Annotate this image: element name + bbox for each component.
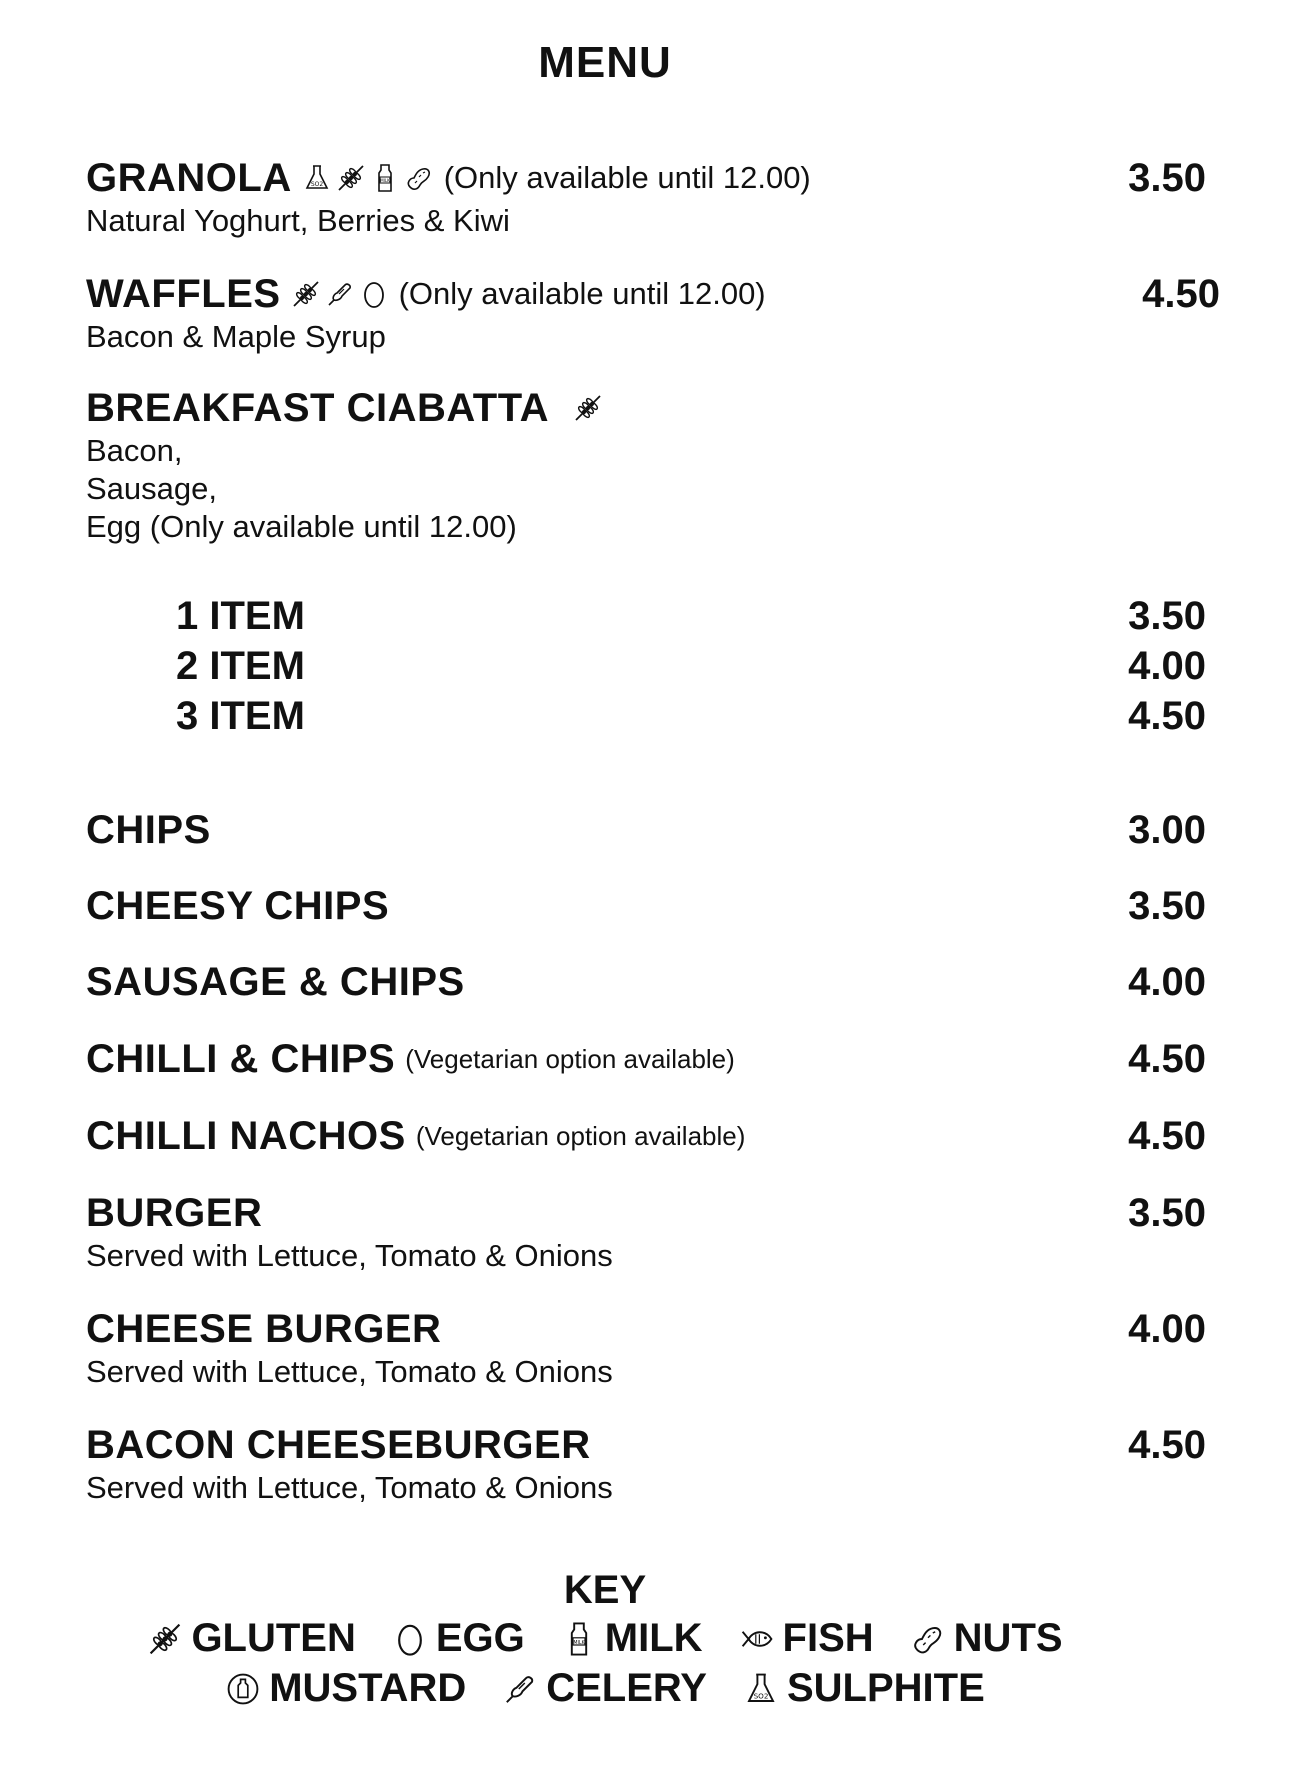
fish-icon xyxy=(739,1621,775,1657)
item-name: CHEESE BURGER xyxy=(86,1306,442,1351)
item-price: 4.00 xyxy=(1128,960,1206,1004)
svg-text:SO2: SO2 xyxy=(753,1691,769,1701)
item-price: 3.50 xyxy=(1128,1191,1206,1235)
menu-title: MENU xyxy=(538,38,672,87)
item-name: CHEESY CHIPS xyxy=(86,883,390,928)
item-name: SAUSAGE & CHIPS xyxy=(86,959,465,1004)
menu-item-burger xyxy=(86,1189,1206,1275)
item-name: GRANOLA xyxy=(86,155,292,200)
item-name: CHILLI & CHIPS xyxy=(86,1036,396,1081)
key-title: KEY xyxy=(563,1568,647,1612)
menu-item-chips xyxy=(86,806,1206,854)
item-price: 4.00 xyxy=(1128,1307,1206,1351)
gluten-icon xyxy=(336,163,366,193)
key-entry-nuts xyxy=(910,1616,1063,1661)
item-description: Bacon & Maple Syrup xyxy=(86,319,386,354)
item-description: Served with Lettuce, Tomato & Onions xyxy=(86,1238,613,1273)
menu-item-cheesy-chips xyxy=(86,882,1206,930)
allergen-icons xyxy=(291,279,389,309)
svg-text:MILK: MILK xyxy=(379,178,390,183)
option-label: 3 ITEM xyxy=(176,694,305,738)
egg-icon xyxy=(392,1621,428,1657)
item-name: WAFFLES xyxy=(86,271,281,316)
menu-item-granola xyxy=(86,154,1206,240)
key-entry-egg xyxy=(392,1616,525,1661)
item-description-line: Sausage, xyxy=(86,471,217,506)
item-note: (Only available until 12.00) xyxy=(398,276,766,311)
item-description: Served with Lettuce, Tomato & Onions xyxy=(86,1354,613,1389)
key-entry-gluten xyxy=(147,1616,355,1661)
ciabatta-option xyxy=(176,642,1206,690)
key-entry-mustard xyxy=(225,1666,466,1711)
ciabatta-option xyxy=(176,692,1206,740)
menu-item-sausage-chips xyxy=(86,958,1206,1006)
key-label: CELERY xyxy=(546,1666,707,1710)
option-price: 4.50 xyxy=(1128,694,1206,738)
ciabatta-option xyxy=(176,592,1206,640)
item-name: BACON CHEESEBURGER xyxy=(86,1422,591,1467)
item-description: Served with Lettuce, Tomato & Onions xyxy=(86,1470,613,1505)
allergen-icons xyxy=(302,163,434,193)
menu-item-bacon-cheeseburger xyxy=(86,1421,1206,1507)
nuts-icon xyxy=(404,163,434,193)
item-price: 3.50 xyxy=(1128,156,1206,200)
item-note: (Vegetarian option available) xyxy=(415,1120,746,1151)
item-price: 3.50 xyxy=(1128,884,1206,928)
key-label: SULPHITE xyxy=(786,1666,985,1710)
gluten-icon xyxy=(291,279,321,309)
key-row xyxy=(0,1616,1210,1661)
item-name: CHILLI NACHOS xyxy=(86,1113,406,1158)
option-label: 2 ITEM xyxy=(176,644,305,688)
item-price: 3.00 xyxy=(1128,808,1206,852)
item-price: 4.50 xyxy=(1128,1037,1206,1081)
item-price: 4.50 xyxy=(1142,272,1220,316)
sulphite-icon xyxy=(302,163,332,193)
item-name: CHIPS xyxy=(86,807,211,852)
gluten-icon xyxy=(573,393,603,423)
menu-item-breakfast-ciabatta xyxy=(86,384,1206,546)
key-entry-celery xyxy=(502,1666,707,1711)
item-description-line: Bacon, xyxy=(86,433,183,468)
key-label: MUSTARD xyxy=(269,1666,467,1710)
item-price: 4.50 xyxy=(1128,1114,1206,1158)
item-name: BREAKFAST CIABATTA xyxy=(86,385,550,430)
key-label: MILK xyxy=(604,1616,703,1660)
sulphite-icon xyxy=(743,1671,779,1707)
gluten-icon xyxy=(147,1621,183,1657)
key-row xyxy=(0,1666,1210,1711)
menu-item-cheese-burger xyxy=(86,1305,1206,1391)
option-price: 3.50 xyxy=(1128,594,1206,638)
key-label: NUTS xyxy=(953,1616,1063,1660)
key-label: GLUTEN xyxy=(191,1616,356,1660)
item-note: (Vegetarian option available) xyxy=(405,1043,735,1074)
allergen-icons xyxy=(573,393,603,423)
key-entry-fish xyxy=(739,1616,874,1661)
svg-text:SO2: SO2 xyxy=(310,181,323,188)
celery-icon xyxy=(502,1671,538,1707)
item-description: Natural Yoghurt, Berries & Kiwi xyxy=(86,203,510,238)
menu-item-waffles xyxy=(86,270,1220,356)
key-label: FISH xyxy=(782,1616,874,1660)
svg-text:MILK: MILK xyxy=(573,1640,585,1646)
option-price: 4.00 xyxy=(1128,644,1206,688)
milk-icon xyxy=(561,1621,597,1657)
item-name: BURGER xyxy=(86,1190,263,1235)
item-note: (Only available until 12.00) xyxy=(443,160,811,195)
celery-icon xyxy=(325,279,355,309)
key-label: EGG xyxy=(435,1616,525,1660)
milk-icon xyxy=(370,163,400,193)
item-price: 4.50 xyxy=(1128,1423,1206,1467)
key-entry-sulphite xyxy=(743,1666,985,1711)
option-label: 1 ITEM xyxy=(176,594,305,638)
egg-icon xyxy=(359,279,389,309)
menu-item-chilli-nachos xyxy=(86,1112,1206,1160)
mustard-icon xyxy=(225,1671,261,1707)
nuts-icon xyxy=(910,1621,946,1657)
item-description-line: Egg (Only available until 12.00) xyxy=(86,509,517,544)
menu-item-chilli-chips xyxy=(86,1035,1206,1083)
key-entry-milk xyxy=(561,1616,703,1661)
